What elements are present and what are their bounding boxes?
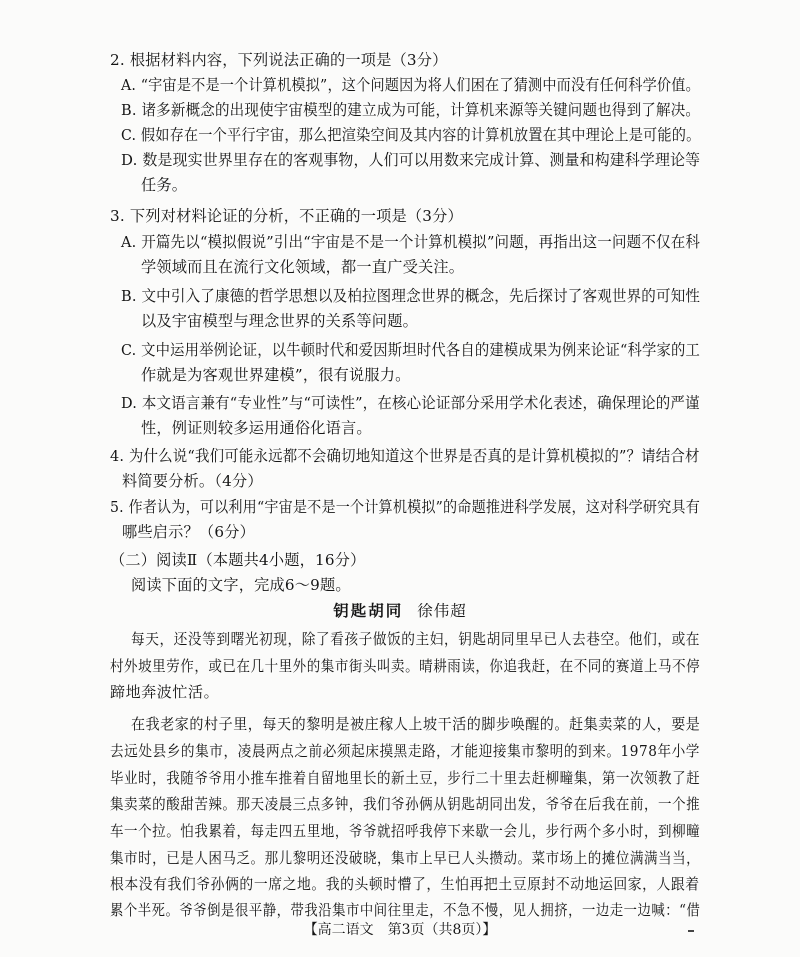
text-line: D. 本文语言兼有“专业性”与“可读性”，在核心论证部分采用学术化表述，确保理论的严谨 <box>121 394 700 412</box>
text-line: 根本没有我们爷孙俩的一席之地。我的头顿时懵了，生怕再把土豆原封不动地运回家，人跟着 <box>110 875 700 893</box>
text-line: 任务。 <box>141 176 188 194</box>
text-line: B. 诸多新概念的出现使宇宙模型的建立成为可能，计算机来源等关键问题也得到了解决。 <box>121 101 701 119</box>
text-line: C. 文中运用举例论证，以牛顿时代和爱因斯坦时代各自的建模成果为例来论证“科学家的工 <box>121 341 701 359</box>
text-line: D. 数是现实世界里存在的客观事物，人们可以用数来完成计算、测量和构建科学理论等 <box>121 151 701 169</box>
page-footer-text: 【高二语文 第3页（共8页）】 <box>303 922 497 938</box>
text-line: 4. 为什么说“我们可能永远都不会确切地知道这个世界是否真的是计算机模拟的”？请结合材 <box>110 447 700 465</box>
text-line: 以及宇宙模型与理念世界的关系等问题。 <box>141 312 418 330</box>
text-line: A. “宇宙是不是一个计算机模拟”，这个问题因为将人们困在了猜测中而没有任何科学价值。 <box>121 76 700 94</box>
text-line: 学领域而且在流行文化领域，都一直广受关注。 <box>141 258 465 276</box>
corner-mark <box>688 930 694 932</box>
text-line: 5. 作者认为，可以利用“宇宙是不是一个计算机模拟”的命题推进科学发展，这对科学研究具有 <box>110 498 700 516</box>
text-line: 毕业时，我随爷爷用小推车推着自留地里长的新土豆，步行二十里去赶柳疃集，第一次领教了赶 <box>110 769 701 787</box>
text-line: 村外坡里劳作，或已在几十里外的集市街头叫卖。晴耕雨读，你追我赶，在不同的赛道上马不停 <box>110 657 701 675</box>
text-line: 每天，还没等到曙光初现，除了看孩子做饭的主妇，钥匙胡同里早已人去巷空。他们，或在 <box>131 630 701 648</box>
text-line: 去远处县乡的集市，凌晨两点之前必须起床摸黑走路，才能迎接集市黎明的到来。1978年小学 <box>110 742 700 760</box>
article-title: 钥匙胡同 <box>333 601 404 620</box>
text-line: 作就是为客观世界建模”，很有说服力。 <box>141 366 411 384</box>
text-line: 哪些启示？（6分） <box>122 523 255 541</box>
text-line: C. 假如存在一个平行宇宙，那么把渲染空间及其内容的计算机放置在其中理论上是可能的。 <box>121 126 701 144</box>
text-line: 累个半死。爷爷倒是很平静，带我沿集市中间往里走，不急不慢，见人拥挤，一边走一边喊：“借 <box>110 901 701 919</box>
text-line: 3. 下列对材料论证的分析，不正确的一项是（3分） <box>110 207 463 225</box>
text-line: 蹄地奔波忙活。 <box>110 683 220 701</box>
text-line: 车一个拉。怕我累着，每走四五里地，爷爷就招呼我停下来歇一会儿，步行两个多小时，到柳疃 <box>110 822 701 840</box>
text-line: 在我老家的村子里，每天的黎明是被庄稼人上坡干活的脚步唤醒的。赶集卖菜的人，要是 <box>131 715 701 733</box>
text-line: 集市时，已是人困马乏。那儿黎明还没破晓，集市上早已人头攒动。菜市场上的摊位满满当当， <box>110 849 701 867</box>
page-footer <box>0 920 800 940</box>
text-line: 料简要分析。（4分） <box>122 472 263 490</box>
text-line: 阅读下面的文字，完成6～9题。 <box>131 576 351 594</box>
text-line: （二）阅读Ⅱ（本题共4小题，16分） <box>110 551 366 569</box>
text-line: 性，例证则较多运用通俗化语言。 <box>141 419 372 437</box>
article-title-line <box>0 600 800 622</box>
text-line: 集卖菜的酸甜苦辣。那天凌晨三点多钟，我们爷孙俩从钥匙胡同出发，爷爷在后我在前，一个推 <box>110 795 701 813</box>
text-line: A. 开篇先以“模拟假说”引出“宇宙是不是一个计算机模拟”问题，再指出这一问题不仅在科 <box>121 233 701 251</box>
text-line: 2. 根据材料内容，下列说法正确的一项是（3分） <box>110 51 448 69</box>
text-line: B. 文中引入了康德的哲学思想以及柏拉图理念世界的概念，先后探讨了客观世界的可知性 <box>121 287 701 305</box>
article-author: 徐伟超 <box>417 602 467 620</box>
